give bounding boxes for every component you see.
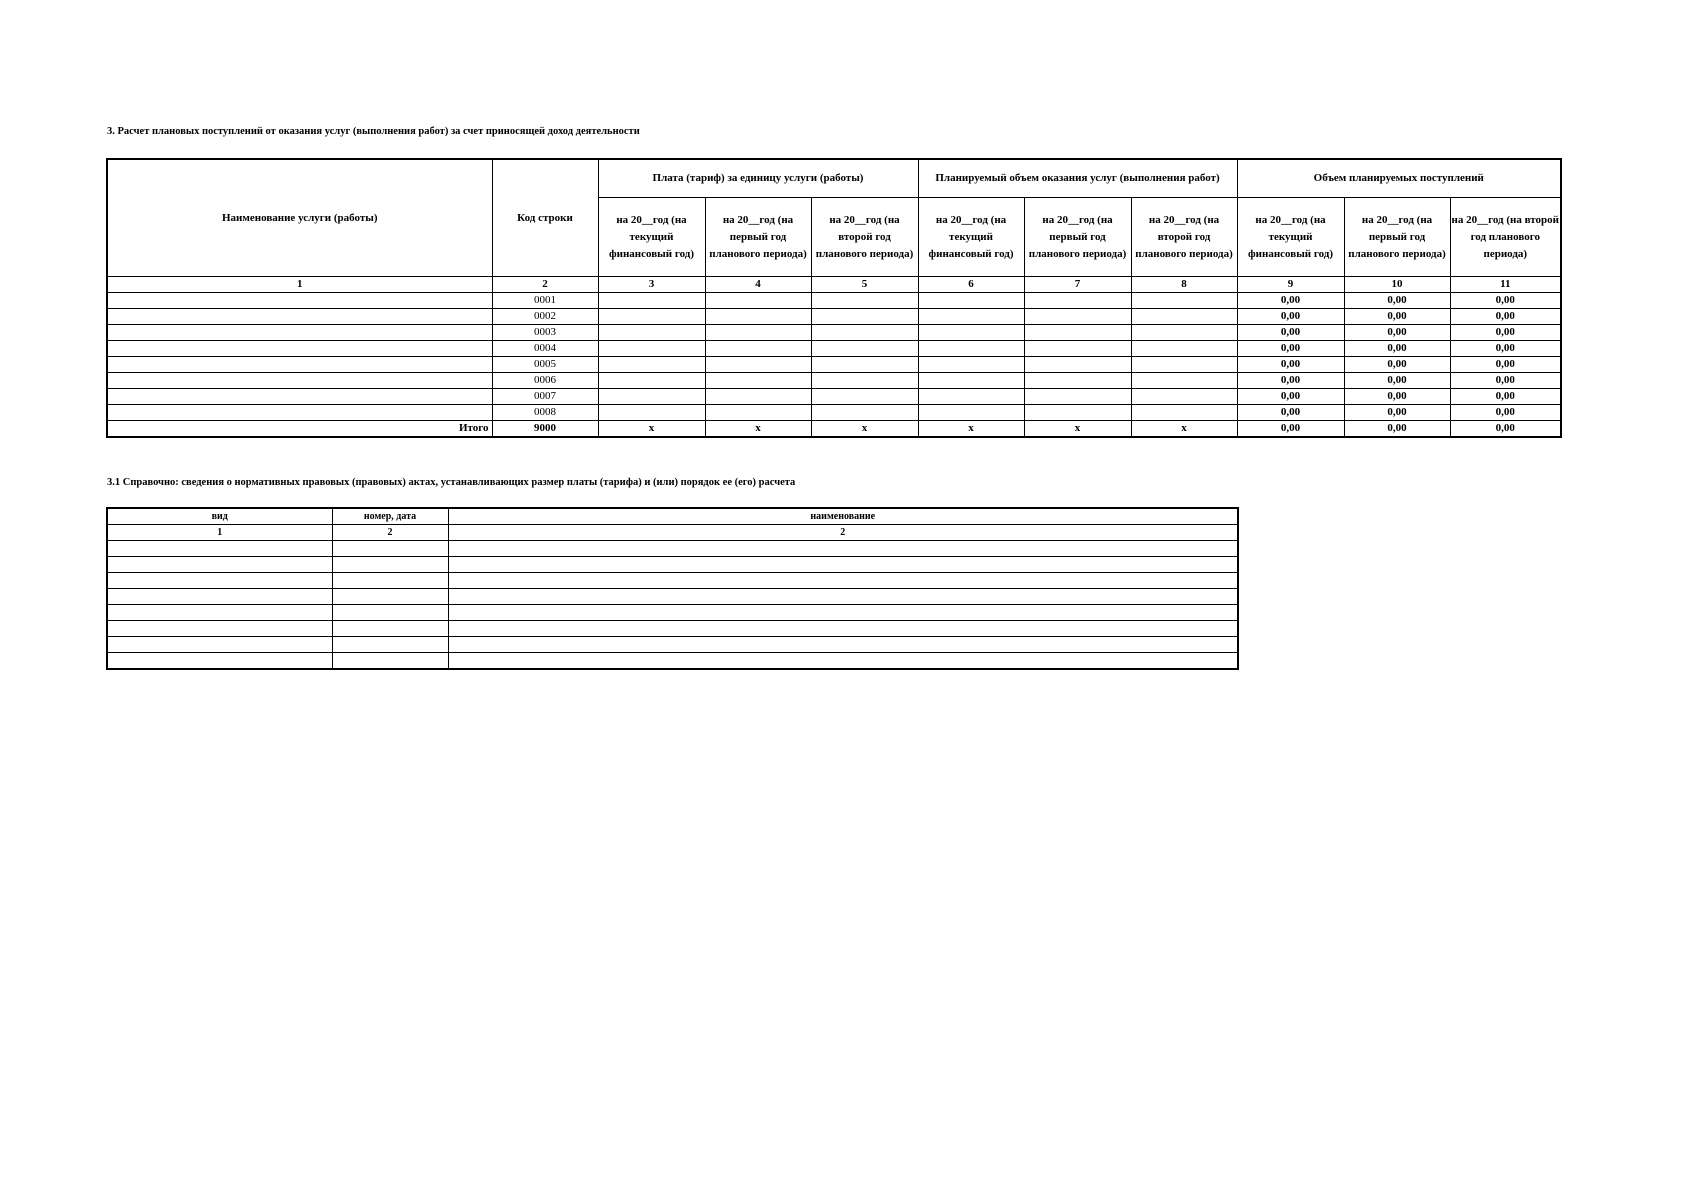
tariff-second-cell[interactable]	[811, 405, 918, 421]
volume-current-cell[interactable]	[918, 405, 1024, 421]
tariff-current-year-header: на 20__год (на текущий финансовый год)	[598, 198, 705, 277]
group-header-tariff: Плата (тариф) за единицу услуги (работы)	[598, 159, 918, 198]
revenue-current-cell: 0,00	[1237, 357, 1344, 373]
table-row	[107, 293, 1561, 309]
revenue-second-cell: 0,00	[1450, 405, 1561, 421]
revenue-second-cell: 0,00	[1450, 373, 1561, 389]
tariff-second-cell[interactable]	[811, 309, 918, 325]
planned-revenue-table	[106, 158, 1562, 438]
column-number: 8	[1131, 277, 1237, 293]
volume-current-cell[interactable]	[918, 341, 1024, 357]
service-name-cell[interactable]	[107, 389, 492, 405]
volume-second-plan-year-header: на 20__год (на второй год планового периода)	[1131, 198, 1237, 277]
table-row	[107, 573, 1238, 589]
column-number: 11	[1450, 277, 1561, 293]
table-row	[107, 621, 1238, 637]
total-x-mark: x	[811, 421, 918, 438]
volume-second-cell[interactable]	[1131, 325, 1237, 341]
volume-current-cell[interactable]	[918, 325, 1024, 341]
revenue-second-cell: 0,00	[1450, 341, 1561, 357]
table-row	[107, 541, 1238, 557]
revenue-current-year-header: на 20__год (на текущий финансовый год)	[1237, 198, 1344, 277]
row-code-cell: 0003	[492, 325, 598, 341]
revenue-first-cell: 0,00	[1344, 325, 1450, 341]
act-number-date-cell[interactable]	[332, 589, 448, 605]
act-title-cell[interactable]	[448, 605, 1238, 621]
act-type-cell[interactable]	[107, 541, 332, 557]
act-title-cell[interactable]	[448, 541, 1238, 557]
total-x-mark: x	[1024, 421, 1131, 438]
volume-first-cell[interactable]	[1024, 357, 1131, 373]
table-row	[107, 341, 1561, 357]
column-number: 5	[811, 277, 918, 293]
column-number: 2	[448, 525, 1238, 541]
tariff-current-cell[interactable]	[598, 405, 705, 421]
tariff-first-cell[interactable]	[705, 309, 811, 325]
row-code-cell: 0001	[492, 293, 598, 309]
revenue-first-cell: 0,00	[1344, 373, 1450, 389]
total-x-mark: x	[1131, 421, 1237, 438]
volume-first-plan-year-header: на 20__год (на первый год планового периода)	[1024, 198, 1131, 277]
tariff-first-cell[interactable]	[705, 325, 811, 341]
service-name-cell[interactable]	[107, 405, 492, 421]
act-type-cell[interactable]	[107, 637, 332, 653]
volume-current-year-header: на 20__год (на текущий финансовый год)	[918, 198, 1024, 277]
table-row	[107, 637, 1238, 653]
act-type-cell[interactable]	[107, 653, 332, 670]
act-number-date-cell[interactable]	[332, 541, 448, 557]
section-3-heading: 3. Расчет плановых поступлений от оказания услуг (выполнения работ) за счет приносящей доход деятельности	[107, 126, 640, 137]
volume-first-cell[interactable]	[1024, 293, 1131, 309]
revenue-second-cell: 0,00	[1450, 357, 1561, 373]
act-title-cell[interactable]	[448, 653, 1238, 670]
tariff-first-plan-year-header: на 20__год (на первый год планового периода)	[705, 198, 811, 277]
act-number-date-cell[interactable]	[332, 653, 448, 670]
volume-second-cell[interactable]	[1131, 309, 1237, 325]
act-number-date-cell[interactable]	[332, 573, 448, 589]
total-row	[107, 421, 1561, 438]
volume-first-cell[interactable]	[1024, 309, 1131, 325]
table-row	[107, 557, 1238, 573]
revenue-first-plan-year-header: на 20__год (на первый год планового периода)	[1344, 198, 1450, 277]
volume-second-cell[interactable]	[1131, 357, 1237, 373]
service-name-cell[interactable]	[107, 373, 492, 389]
table-row	[107, 373, 1561, 389]
tariff-current-cell[interactable]	[598, 293, 705, 309]
act-type-cell[interactable]	[107, 573, 332, 589]
revenue-first-cell: 0,00	[1344, 389, 1450, 405]
row-code-cell: 0004	[492, 341, 598, 357]
total-label: Итого	[107, 421, 492, 438]
column-number: 2	[492, 277, 598, 293]
tariff-second-cell[interactable]	[811, 357, 918, 373]
column-number: 6	[918, 277, 1024, 293]
table-row	[107, 589, 1238, 605]
column-number: 4	[705, 277, 811, 293]
tariff-current-cell[interactable]	[598, 309, 705, 325]
col-header-title: наименование	[448, 508, 1238, 525]
total-x-mark: x	[598, 421, 705, 438]
row-code-cell: 0008	[492, 405, 598, 421]
tariff-first-cell[interactable]	[705, 405, 811, 421]
act-type-cell[interactable]	[107, 589, 332, 605]
tariff-second-cell[interactable]	[811, 325, 918, 341]
volume-current-cell[interactable]	[918, 389, 1024, 405]
column-number: 3	[598, 277, 705, 293]
col-header-row-code: Код строки	[492, 159, 598, 277]
revenue-second-cell: 0,00	[1450, 325, 1561, 341]
table-row	[107, 325, 1561, 341]
volume-current-cell[interactable]	[918, 357, 1024, 373]
revenue-second-cell: 0,00	[1450, 293, 1561, 309]
volume-first-cell[interactable]	[1024, 341, 1131, 357]
tariff-first-cell[interactable]	[705, 373, 811, 389]
act-title-cell[interactable]	[448, 637, 1238, 653]
col-header-number-date: номер, дата	[332, 508, 448, 525]
revenue-first-cell: 0,00	[1344, 309, 1450, 325]
revenue-current-cell: 0,00	[1237, 293, 1344, 309]
act-type-cell[interactable]	[107, 605, 332, 621]
tariff-current-cell[interactable]	[598, 341, 705, 357]
total-row-code: 9000	[492, 421, 598, 438]
column-number: 9	[1237, 277, 1344, 293]
tariff-second-cell[interactable]	[811, 293, 918, 309]
total-revenue-first: 0,00	[1344, 421, 1450, 438]
col-header-type: вид	[107, 508, 332, 525]
volume-current-cell[interactable]	[918, 309, 1024, 325]
legal-acts-header-row	[107, 508, 1238, 525]
revenue-first-cell: 0,00	[1344, 405, 1450, 421]
tariff-second-plan-year-header: на 20__год (на второй год планового периода)	[811, 198, 918, 277]
legal-acts-table	[106, 507, 1239, 670]
service-name-cell[interactable]	[107, 341, 492, 357]
revenue-current-cell: 0,00	[1237, 325, 1344, 341]
act-number-date-cell[interactable]	[332, 557, 448, 573]
act-number-date-cell[interactable]	[332, 605, 448, 621]
column-number: 7	[1024, 277, 1131, 293]
tariff-first-cell[interactable]	[705, 293, 811, 309]
revenue-current-cell: 0,00	[1237, 389, 1344, 405]
group-header-volume: Планируемый объем оказания услуг (выполнения работ)	[918, 159, 1237, 198]
tariff-second-cell[interactable]	[811, 341, 918, 357]
tariff-current-cell[interactable]	[598, 389, 705, 405]
column-number-row	[107, 277, 1561, 293]
volume-current-cell[interactable]	[918, 373, 1024, 389]
volume-current-cell[interactable]	[918, 293, 1024, 309]
table-row	[107, 309, 1561, 325]
tariff-current-cell[interactable]	[598, 325, 705, 341]
row-code-cell: 0002	[492, 309, 598, 325]
volume-first-cell[interactable]	[1024, 325, 1131, 341]
tariff-second-cell[interactable]	[811, 389, 918, 405]
act-title-cell[interactable]	[448, 573, 1238, 589]
volume-second-cell[interactable]	[1131, 389, 1237, 405]
tariff-first-cell[interactable]	[705, 389, 811, 405]
group-header-revenue: Объем планируемых поступлений	[1237, 159, 1561, 198]
column-number: 2	[332, 525, 448, 541]
legal-acts-number-row	[107, 525, 1238, 541]
act-number-date-cell[interactable]	[332, 637, 448, 653]
volume-second-cell[interactable]	[1131, 373, 1237, 389]
act-number-date-cell[interactable]	[332, 621, 448, 637]
volume-first-cell[interactable]	[1024, 389, 1131, 405]
act-title-cell[interactable]	[448, 589, 1238, 605]
column-number: 1	[107, 277, 492, 293]
act-type-cell[interactable]	[107, 557, 332, 573]
volume-second-cell[interactable]	[1131, 293, 1237, 309]
service-name-cell[interactable]	[107, 309, 492, 325]
table-row	[107, 389, 1561, 405]
tariff-second-cell[interactable]	[811, 373, 918, 389]
table-row	[107, 605, 1238, 621]
total-x-mark: x	[918, 421, 1024, 438]
row-code-cell: 0006	[492, 373, 598, 389]
service-name-cell[interactable]	[107, 357, 492, 373]
volume-second-cell[interactable]	[1131, 405, 1237, 421]
revenue-current-cell: 0,00	[1237, 341, 1344, 357]
table-row	[107, 357, 1561, 373]
total-revenue-current: 0,00	[1237, 421, 1344, 438]
tariff-current-cell[interactable]	[598, 357, 705, 373]
revenue-second-cell: 0,00	[1450, 389, 1561, 405]
tariff-first-cell[interactable]	[705, 341, 811, 357]
revenue-second-plan-year-header: на 20__год (на второй год планового периода)	[1450, 198, 1561, 277]
service-name-cell[interactable]	[107, 325, 492, 341]
revenue-current-cell: 0,00	[1237, 405, 1344, 421]
revenue-current-cell: 0,00	[1237, 373, 1344, 389]
col-header-service-name: Наименование услуги (работы)	[107, 159, 492, 277]
act-title-cell[interactable]	[448, 557, 1238, 573]
revenue-second-cell: 0,00	[1450, 309, 1561, 325]
row-code-cell: 0007	[492, 389, 598, 405]
act-title-cell[interactable]	[448, 621, 1238, 637]
volume-first-cell[interactable]	[1024, 373, 1131, 389]
service-name-cell[interactable]	[107, 293, 492, 309]
table-row	[107, 653, 1238, 670]
column-number: 10	[1344, 277, 1450, 293]
tariff-first-cell[interactable]	[705, 357, 811, 373]
table-row	[107, 405, 1561, 421]
row-code-cell: 0005	[492, 357, 598, 373]
volume-second-cell[interactable]	[1131, 341, 1237, 357]
revenue-first-cell: 0,00	[1344, 357, 1450, 373]
column-number: 1	[107, 525, 332, 541]
tariff-current-cell[interactable]	[598, 373, 705, 389]
volume-first-cell[interactable]	[1024, 405, 1131, 421]
act-type-cell[interactable]	[107, 621, 332, 637]
total-x-mark: x	[705, 421, 811, 438]
section-3-1-heading: 3.1 Справочно: сведения о нормативных правовых (правовых) актах, устанавливающих размер платы (тарифа) и (или) порядок ее (его) расчета	[107, 477, 796, 488]
revenue-first-cell: 0,00	[1344, 293, 1450, 309]
total-revenue-second: 0,00	[1450, 421, 1561, 438]
revenue-current-cell: 0,00	[1237, 309, 1344, 325]
revenue-first-cell: 0,00	[1344, 341, 1450, 357]
